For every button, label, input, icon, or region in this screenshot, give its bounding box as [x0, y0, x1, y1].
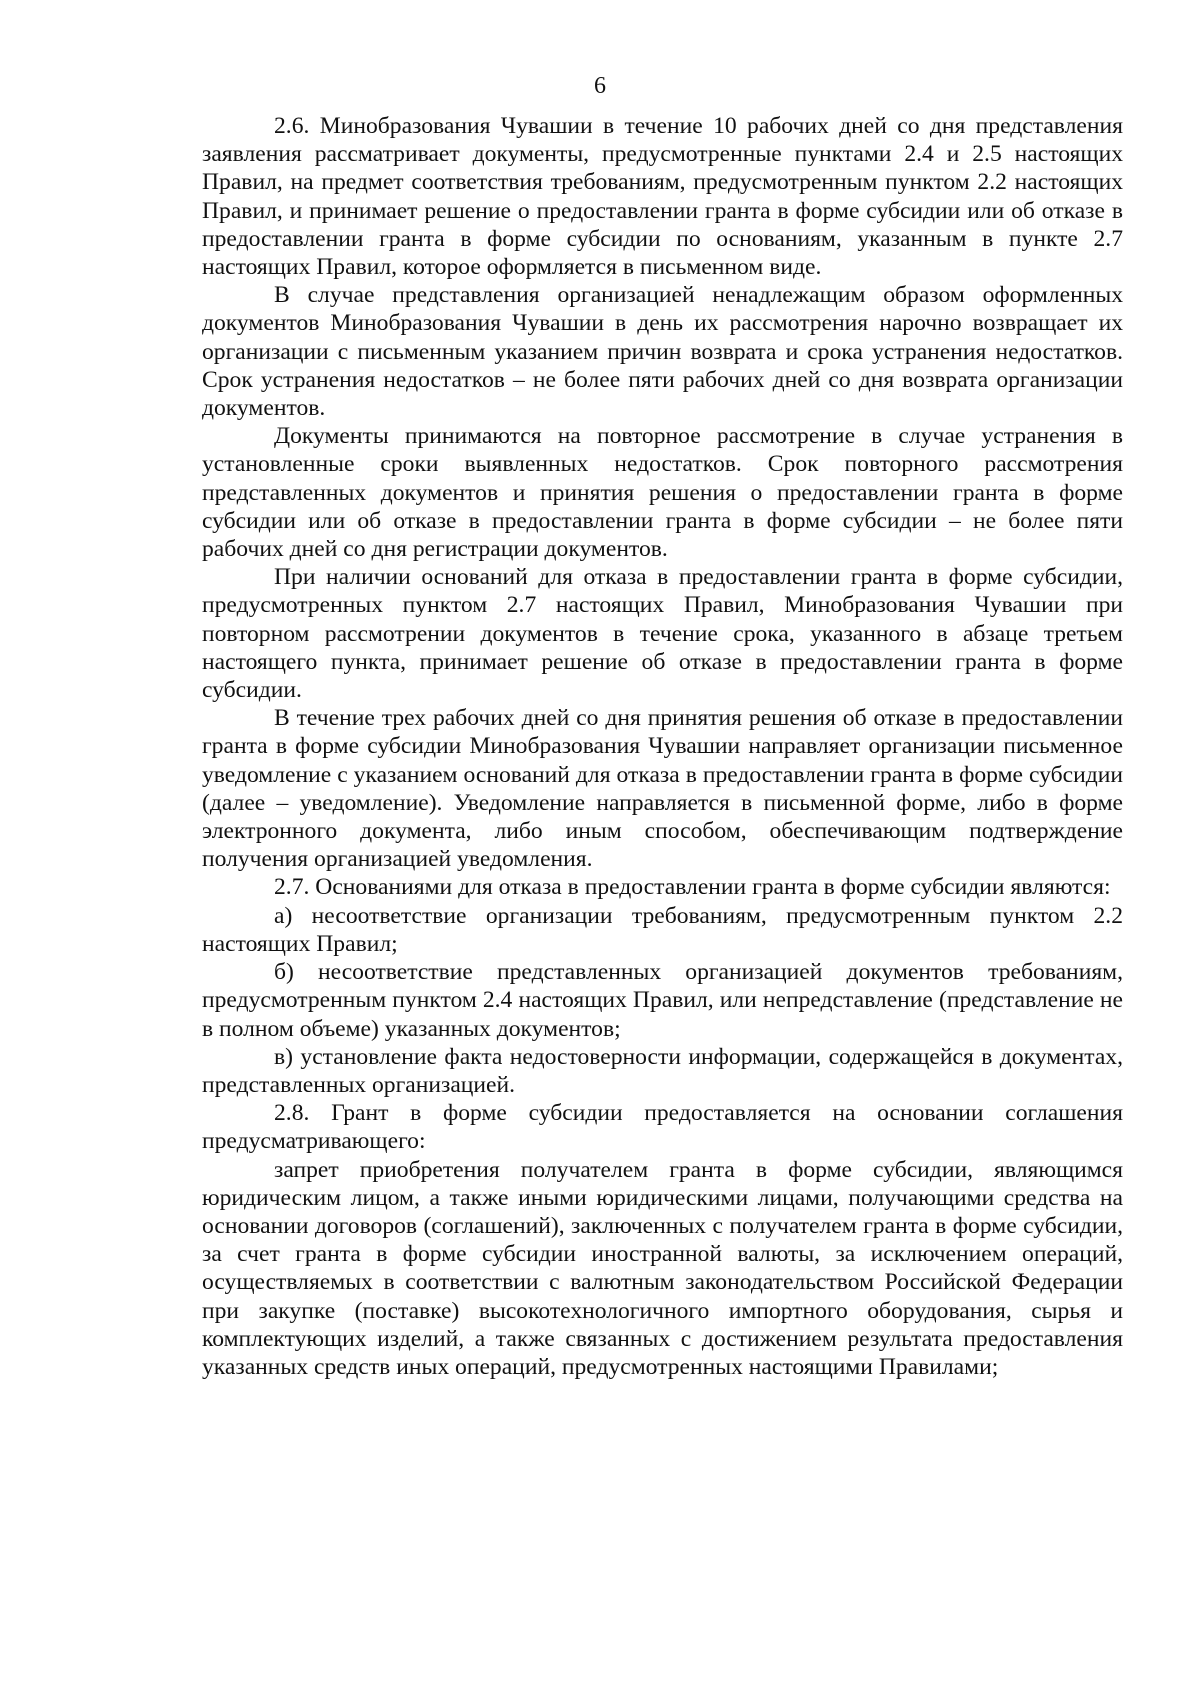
paragraph-currency-prohibition: запрет приобретения получателем гранта в форме субсидии, являющимся юридическим лицом, а также иными юридическими лицами, получающими средства на основании договоров (соглашений), заключенных с получателем гранта в форме субсидии, за счет гранта в форме субсидии иностранной валюты, за исключением операций, осуществляемых в соответствии с валютным законодательством Российской Федерации при закупке (поставке) высокотехнологичного импортного оборудования, сырья и комплектующих изделий, а также связанных с достижением результата предоставления указанных средств иных операций, предусмотренных настоящими Правилами; — [202, 1156, 1123, 1380]
list-item-a: а) несоответствие организации требованиям, предусмотренным пунктом 2.2 настоящих Правил; — [202, 902, 1123, 957]
paragraph-improper-documents: В случае представления организацией ненадлежащим образом оформленных документов Минобразования Чувашии в день их рассмотрения нарочно возвращает их организации с письменным указанием причин возврата и срока устранения недостатков. Срок устранения недостатков – не более пяти рабочих дней со дня возврата организации документов. — [202, 282, 1123, 422]
paragraph-2-6: 2.6. Минобразования Чувашии в течение 10 рабочих дней со дня представления заявления рассматривает документы, предусмотренные пунктами 2.4 и 2.5 настоящих Правил, на предмет соответствия требованиям, предусмотренным пунктом 2.2 настоящих Правил, и принимает решение о предоставлении гранта в форме субсидии или об отказе в предоставлении гранта в форме субсидии по основаниям, указанным в пункте 2.7 настоящих Правил, которое оформляется в письменном виде. — [202, 113, 1123, 281]
paragraph-2-7: 2.7. Основаниями для отказа в предоставлении гранта в форме субсидии являются: — [274, 874, 1111, 901]
document-body — [202, 112, 1123, 1381]
paragraph-refusal-grounds-review: При наличии оснований для отказа в предоставлении гранта в форме субсидии, предусмотренных пунктом 2.7 настоящих Правил, Минобразования Чувашии при повторном рассмотрении документов в течение срока, указанного в абзаце третьем настоящего пункта, принимает решение об отказе в предоставлении гранта в форме субсидии. — [202, 564, 1123, 704]
paragraph-2-8: 2.8. Грант в форме субсидии предоставляется на основании соглашения предусматривающего: — [202, 1100, 1123, 1155]
paragraph-notification: В течение трех рабочих дней со дня принятия решения об отказе в предоставлении гранта в форме субсидии Минобразования Чувашии направляет организации письменное уведомление с указанием оснований для отказа в предоставлении гранта в форме субсидии (далее – уведомление). Уведомление направляется в письменной форме, либо в форме электронного документа, либо иным способом, обеспечивающим подтверждение получения организацией уведомления. — [202, 705, 1123, 873]
list-item-b: б) несоответствие представленных организацией документов требованиям, предусмотренным пунктом 2.4 настоящих Правил, или непредставление (представление не в полном объеме) указанных документов; — [202, 959, 1123, 1042]
list-item-v: в) установление факта недостоверности информации, содержащейся в документах, представленных организацией. — [202, 1043, 1123, 1098]
paragraph-repeat-review: Документы принимаются на повторное рассмотрение в случае устранения в установленные сроки выявленных недостатков. Срок повторного рассмотрения представленных документов и принятия решения о предоставлении гранта в форме субсидии или об отказе в предоставлении гранта в форме субсидии – не более пяти рабочих дней со дня регистрации документов. — [202, 423, 1123, 563]
page-number: 6 — [594, 73, 606, 99]
